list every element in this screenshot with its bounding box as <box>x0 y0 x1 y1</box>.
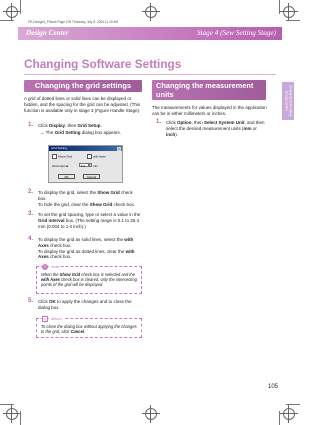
memo-text-part: To close the dialog box without applying the changes to the grid, click <box>41 324 137 335</box>
registration-mark <box>6 408 18 420</box>
step-number: 1. <box>28 122 34 128</box>
header-left-title: Design Center <box>26 29 69 37</box>
button-name: Cancel <box>70 329 85 335</box>
note-box <box>36 266 142 294</box>
show-grid-checkbox[interactable] <box>52 154 72 159</box>
step-text: , then <box>65 123 78 128</box>
step-number: 3. <box>28 211 34 217</box>
result-text: dialog box appears. <box>80 129 121 135</box>
step-text: To display the grid as solid lines, select the <box>38 237 125 242</box>
print-slug: PE-Design6_P.Book Page 105 Thursday, July 8, 2004 11:19 AM <box>28 20 119 24</box>
chapter-side-tab <box>282 82 294 120</box>
page-number: 105 <box>267 384 278 390</box>
step-5 <box>24 299 142 311</box>
units-step-1 <box>152 120 270 137</box>
grid-interval-input[interactable]: 5.0 <box>79 163 89 167</box>
crop-mark <box>20 0 21 14</box>
page-title: Changing Software Settings <box>24 57 182 71</box>
with-axes-label: with Axes <box>93 154 106 159</box>
step-text: To hide the grid, clear the <box>38 201 90 207</box>
heading-line: units <box>156 90 174 99</box>
step-text: Click <box>38 299 49 304</box>
step-text: ). <box>175 131 179 137</box>
registration-mark <box>145 408 157 420</box>
step-text: or <box>251 125 257 131</box>
grid-intro-text: A grid of dotted lines or solid lines can be displayed or hidden, and the spacing for the grid can be adjusted. (This function is available only in stage 3 (Figure Handle Stage). <box>24 96 141 113</box>
header-right-title: Stage 4 (Sew Setting Stage) <box>196 29 276 37</box>
result-text: → The <box>40 129 55 135</box>
step-text: . <box>100 123 102 128</box>
crop-mark <box>0 20 14 21</box>
registration-mark <box>283 6 295 18</box>
step-text: check box. <box>38 190 133 201</box>
note-label: Note: <box>51 265 61 269</box>
crop-mark <box>279 0 280 14</box>
memo-label: Memo: <box>51 317 63 321</box>
side-tab-line: Arranging Embroidery <box>288 85 293 117</box>
option-name: with Axes <box>41 277 60 283</box>
note-text-part: When the <box>41 272 60 277</box>
step-text: To display the grid as dotted lines, clear the <box>38 248 126 254</box>
step-text: check box. <box>48 242 72 248</box>
option-name: with Axes <box>38 237 134 248</box>
option-name: with Axes <box>38 248 135 260</box>
side-tab-label <box>284 85 291 116</box>
step-text: Click <box>166 120 177 125</box>
memo-icon: ✎ <box>43 317 47 322</box>
note-text-part: check box is cleared, only the intersecting points of the grid will be displayed. <box>41 277 137 288</box>
step-text: check box. <box>112 201 136 207</box>
note-text <box>41 272 139 288</box>
crop-mark <box>286 20 300 21</box>
step-3 <box>24 212 142 229</box>
menu-name: Display <box>49 123 66 128</box>
close-icon[interactable]: × <box>118 146 120 151</box>
cancel-button[interactable]: Cancel <box>83 174 100 179</box>
registration-mark <box>145 6 157 18</box>
crop-mark <box>20 411 21 425</box>
command-name: Grid Setup <box>77 123 101 128</box>
crop-mark <box>279 411 280 425</box>
show-grid-label: Show Grid <box>58 154 73 159</box>
dialog-name: Grid Setting <box>54 129 81 135</box>
button-name: OK <box>49 299 56 304</box>
step-text: To set the grid spacing, type or select a value in the <box>38 212 141 217</box>
step-text: box. (The setting range is 0.1 to 25.4 mm (0.004 to 1.0 inch).) <box>38 217 140 229</box>
crop-mark <box>286 404 300 405</box>
grid-setting-dialog <box>48 145 123 183</box>
ok-button[interactable]: OK <box>58 174 75 179</box>
step-1 <box>24 123 142 136</box>
note-icon: ! <box>42 264 48 270</box>
section-heading-grid: Changing the grid settings <box>24 80 142 92</box>
registration-mark <box>6 6 18 18</box>
field-name: Grid interval <box>38 217 65 223</box>
step-number: 2. <box>28 189 34 195</box>
crop-mark <box>0 404 14 405</box>
step-text: , then <box>191 120 205 125</box>
title-divider <box>24 74 276 75</box>
unit-name: mm <box>243 125 252 131</box>
memo-text <box>41 324 139 334</box>
grid-interval-spinner[interactable] <box>89 163 92 167</box>
unit-name: inch <box>166 131 176 137</box>
option-name: Show Grid <box>59 272 81 277</box>
step-text: Click <box>38 123 49 128</box>
dialog-title: Grid Setting <box>49 146 122 151</box>
step-4 <box>24 237 142 260</box>
note-text-part: check box is selected and the <box>80 272 135 277</box>
step-text: To display the grid, select the <box>38 190 98 195</box>
unit-label: mm <box>93 164 98 168</box>
step-text: check box. <box>48 254 72 260</box>
step-2 <box>24 190 142 207</box>
memo-box <box>36 318 142 338</box>
step-number: 4. <box>28 236 34 242</box>
grid-interval-label: Grid interval: <box>52 164 70 168</box>
side-tab-line: Design Center <box>285 90 289 112</box>
step-text: , and then select the desired measurement units ( <box>166 120 265 131</box>
memo-text-part: . <box>84 329 86 335</box>
option-name: Show Grid <box>89 201 113 207</box>
command-name: Select System Unit <box>204 120 245 125</box>
with-axes-checkbox[interactable] <box>87 154 106 159</box>
option-name: Show Grid <box>97 190 120 195</box>
step-number: 1. <box>156 119 162 125</box>
step-number: 5. <box>28 298 34 304</box>
section-heading-units <box>152 80 266 100</box>
heading-line: Changing the measurement <box>156 81 254 90</box>
registration-mark <box>283 408 295 420</box>
step-text: to apply the changes and to close the dialog box. <box>38 299 132 310</box>
units-intro-text: The measurements for values displayed in the application can be in either millimeters or inches. <box>152 105 267 116</box>
menu-name: Option <box>177 120 192 125</box>
